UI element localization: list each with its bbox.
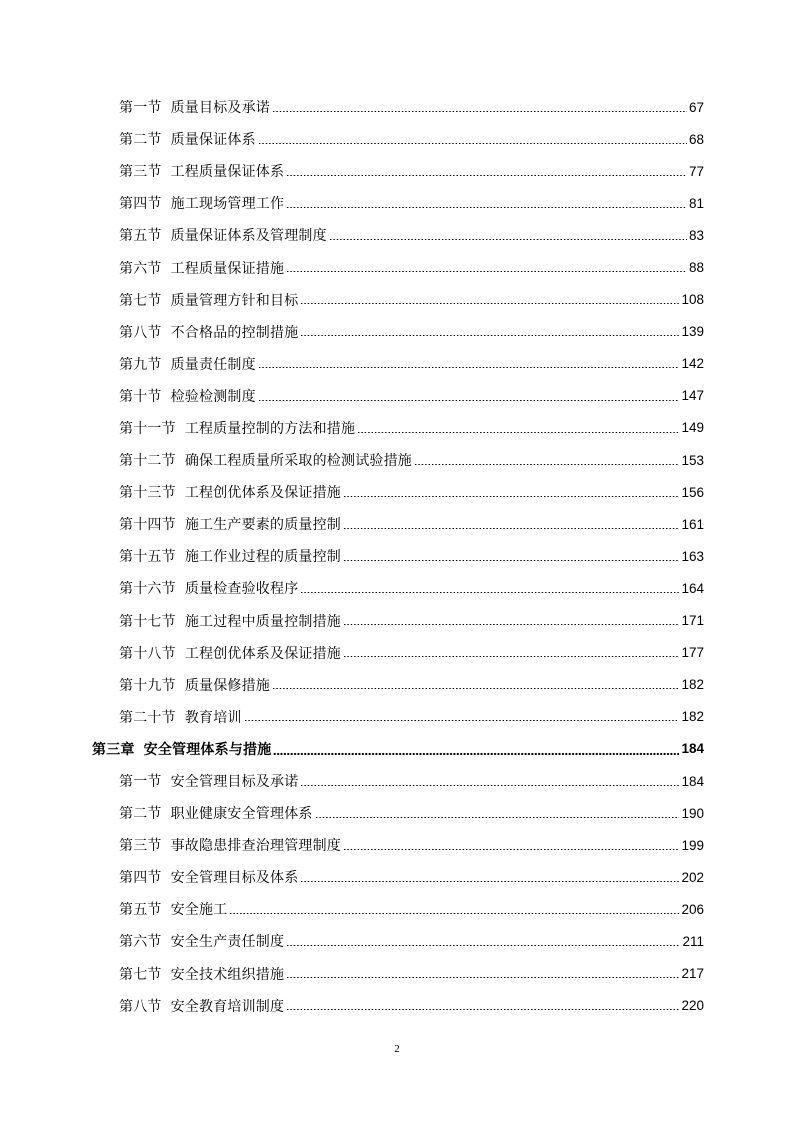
toc-entry-page: 161 (681, 516, 704, 532)
toc-entry-label (119, 835, 341, 855)
toc-entry-page: 153 (681, 452, 704, 468)
toc-entry-number: 第九节 (119, 356, 162, 373)
toc-section-entry[interactable] (0, 893, 793, 925)
toc-entry-number: 第十九节 (119, 677, 176, 694)
toc-entry-label (119, 450, 412, 470)
toc-section-entry[interactable] (0, 316, 793, 348)
toc-entry-label (119, 418, 355, 438)
toc-entry-title: 确保工程质量所采取的检测试验措施 (184, 453, 413, 470)
toc-section-entry[interactable] (0, 572, 793, 604)
toc-entry-page: 211 (682, 933, 704, 949)
toc-entry-page: 190 (681, 805, 704, 821)
toc-entry-title: 安全施工 (170, 902, 228, 919)
toc-entry-title: 施工生产要素的质量控制 (184, 517, 342, 534)
toc-entry-number: 第三章 (92, 741, 135, 758)
toc-entry-label (119, 771, 298, 791)
toc-dot-leader (300, 870, 679, 884)
toc-entry-number: 第五节 (119, 228, 162, 245)
toc-section-entry[interactable] (0, 861, 793, 893)
toc-entry-page: 77 (688, 163, 704, 179)
toc-entry-page: 67 (688, 99, 704, 115)
toc-entry-title: 检验检测制度 (170, 388, 256, 405)
toc-entry-number: 第五节 (119, 902, 162, 919)
toc-dot-leader (300, 581, 679, 595)
toc-entry-number: 第四节 (119, 870, 162, 887)
toc-entry-page: 81 (688, 195, 704, 211)
toc-entry-title: 教育培训 (184, 709, 242, 726)
toc-entry-number: 第二节 (119, 806, 162, 823)
toc-entry-label (119, 546, 341, 566)
toc-entry-title: 质量责任制度 (170, 356, 256, 373)
toc-section-entry[interactable] (0, 412, 793, 444)
toc-entry-label (119, 643, 341, 663)
toc-dot-leader (286, 934, 680, 948)
toc-entry-page: 68 (688, 131, 704, 147)
toc-chapter-entry[interactable] (0, 733, 793, 765)
toc-section-entry[interactable] (0, 829, 793, 861)
toc-section-entry[interactable] (0, 251, 793, 283)
toc-entry-title: 工程创优体系及保证措施 (184, 645, 342, 662)
toc-dot-leader (272, 100, 687, 114)
toc-dot-leader (258, 132, 687, 146)
toc-entry-number: 第十四节 (119, 517, 176, 534)
toc-entry-label (119, 161, 284, 181)
toc-entry-label (119, 675, 270, 695)
toc-entry-label (119, 354, 256, 374)
toc-entry-page: 83 (688, 227, 704, 243)
toc-entry-number: 第七节 (119, 966, 162, 983)
toc-dot-leader (258, 389, 680, 403)
toc-section-entry[interactable] (0, 990, 793, 1022)
toc-section-entry[interactable] (0, 540, 793, 572)
toc-entry-page: 142 (681, 356, 704, 372)
toc-entry-title: 职业健康安全管理体系 (170, 806, 313, 823)
toc-entry-title: 安全管理目标及体系 (170, 870, 299, 887)
toc-entry-page: 184 (681, 773, 704, 789)
toc-dot-leader (343, 646, 679, 660)
toc-entry-label (119, 867, 298, 887)
toc-section-entry[interactable] (0, 605, 793, 637)
toc-entry-label (92, 739, 271, 759)
toc-entry-number: 第十八节 (119, 645, 176, 662)
table-of-contents (0, 91, 793, 1022)
toc-entry-number: 第四节 (119, 196, 162, 213)
toc-entry-title: 施工现场管理工作 (170, 196, 285, 213)
toc-entry-page: 182 (681, 709, 704, 725)
toc-entry-label (119, 611, 341, 631)
toc-dot-leader (286, 196, 687, 210)
toc-entry-title: 不合格品的控制措施 (170, 324, 299, 341)
toc-entry-title: 施工过程中质量控制措施 (184, 613, 342, 630)
toc-entry-label (119, 193, 284, 213)
toc-entry-number: 第十节 (119, 388, 162, 405)
toc-entry-title: 事故隐患排查治理管理制度 (170, 838, 342, 855)
toc-entry-title: 工程创优体系及保证措施 (184, 485, 342, 502)
toc-dot-leader (343, 549, 679, 563)
toc-entry-label (119, 97, 270, 117)
toc-entry-page: 206 (681, 901, 704, 917)
toc-section-entry[interactable] (0, 91, 793, 123)
toc-section-entry[interactable] (0, 187, 793, 219)
toc-entry-label (119, 899, 227, 919)
toc-dot-leader (300, 325, 679, 339)
toc-dot-leader (258, 357, 680, 371)
toc-dot-leader (273, 742, 679, 756)
toc-section-entry[interactable] (0, 637, 793, 669)
toc-dot-leader (357, 421, 679, 435)
toc-section-entry[interactable] (0, 155, 793, 187)
toc-dot-leader (286, 999, 679, 1013)
toc-dot-leader (343, 517, 679, 531)
toc-entry-label (119, 482, 341, 502)
toc-entry-number: 第三节 (119, 164, 162, 181)
toc-entry-label (119, 225, 327, 245)
toc-entry-number: 第三节 (119, 838, 162, 855)
toc-dot-leader (329, 228, 687, 242)
toc-entry-number: 第一节 (119, 774, 162, 791)
toc-entry-title: 工程质量控制的方法和措施 (184, 420, 356, 437)
toc-entry-number: 第六节 (119, 260, 162, 277)
toc-entry-number: 第十二节 (119, 453, 176, 470)
toc-dot-leader (343, 838, 679, 852)
toc-entry-label (119, 258, 284, 278)
toc-entry-title: 质量保证体系及管理制度 (170, 228, 327, 245)
toc-entry-page: 202 (681, 869, 704, 885)
toc-entry-number: 第十五节 (119, 549, 176, 566)
toc-entry-number: 第二十节 (119, 709, 176, 726)
toc-section-entry[interactable] (0, 219, 793, 251)
toc-entry-title: 安全教育培训制度 (170, 998, 285, 1015)
toc-entry-page: 171 (681, 613, 704, 629)
toc-section-entry[interactable] (0, 284, 793, 316)
toc-entry-number: 第七节 (119, 292, 162, 309)
toc-section-entry[interactable] (0, 701, 793, 733)
toc-entry-page: 199 (681, 837, 704, 853)
toc-entry-page: 139 (681, 324, 704, 340)
toc-entry-label (119, 322, 298, 342)
toc-entry-title: 安全生产责任制度 (170, 934, 285, 951)
toc-entry-label (119, 129, 256, 149)
toc-section-entry[interactable] (0, 958, 793, 990)
toc-entry-page: 163 (681, 548, 704, 564)
toc-section-entry[interactable] (0, 765, 793, 797)
toc-dot-leader (244, 710, 680, 724)
toc-dot-leader (414, 453, 679, 467)
toc-entry-number: 第六节 (119, 934, 162, 951)
toc-entry-number: 第十一节 (119, 420, 176, 437)
toc-dot-leader (229, 902, 679, 916)
toc-entry-title: 安全管理目标及承诺 (170, 774, 299, 791)
toc-entry-number: 第八节 (119, 998, 162, 1015)
toc-entry-number: 第十七节 (119, 613, 176, 630)
toc-entry-number: 第八节 (119, 324, 162, 341)
toc-section-entry[interactable] (0, 925, 793, 957)
toc-section-entry[interactable] (0, 444, 793, 476)
toc-dot-leader (343, 485, 679, 499)
toc-entry-number: 第一节 (119, 100, 162, 117)
toc-dot-leader (286, 967, 679, 981)
toc-section-entry[interactable] (0, 123, 793, 155)
toc-entry-title: 质量目标及承诺 (170, 100, 271, 117)
toc-dot-leader (300, 293, 679, 307)
toc-section-entry[interactable] (0, 380, 793, 412)
toc-entry-number: 第十三节 (119, 485, 176, 502)
toc-entry-label (119, 578, 298, 598)
toc-section-entry[interactable] (0, 797, 793, 829)
toc-entry-number: 第十六节 (119, 581, 176, 598)
toc-entry-label (119, 707, 242, 727)
toc-dot-leader (300, 774, 679, 788)
toc-entry-page: 156 (681, 484, 704, 500)
toc-entry-number: 第二节 (119, 132, 162, 149)
toc-entry-page: 108 (681, 292, 704, 308)
toc-entry-title: 工程质量保证体系 (170, 164, 285, 181)
toc-entry-page: 164 (681, 580, 704, 596)
toc-entry-page: 177 (681, 645, 704, 661)
toc-entry-page: 217 (681, 966, 704, 982)
toc-dot-leader (315, 806, 680, 820)
toc-dot-leader (286, 164, 687, 178)
toc-entry-label (119, 514, 341, 534)
toc-entry-title: 质量保证体系 (170, 132, 256, 149)
toc-entry-title: 质量保修措施 (184, 677, 271, 694)
toc-entry-title: 安全技术组织措施 (170, 966, 285, 983)
toc-entry-label (119, 996, 284, 1016)
toc-dot-leader (343, 614, 679, 628)
toc-entry-label (119, 964, 284, 984)
toc-entry-title: 施工作业过程的质量控制 (184, 549, 342, 566)
toc-dot-leader (272, 678, 679, 692)
toc-dot-leader (286, 261, 687, 275)
toc-entry-page: 182 (681, 677, 704, 693)
toc-entry-page: 149 (681, 420, 704, 436)
toc-entry-label (119, 931, 284, 951)
toc-section-entry[interactable] (0, 508, 793, 540)
toc-entry-page: 147 (681, 388, 704, 404)
toc-entry-title: 工程质量保证措施 (170, 260, 285, 277)
toc-entry-label (119, 803, 313, 823)
toc-entry-title: 质量检查验收程序 (184, 581, 299, 598)
toc-entry-page: 220 (681, 998, 704, 1014)
toc-entry-page: 88 (688, 260, 704, 276)
page-number: 2 (394, 1043, 400, 1055)
toc-entry-title: 质量管理方针和目标 (170, 292, 299, 309)
toc-section-entry[interactable] (0, 348, 793, 380)
toc-section-entry[interactable] (0, 669, 793, 701)
toc-entry-title: 安全管理体系与措施 (143, 741, 272, 758)
toc-entry-label (119, 290, 298, 310)
toc-entry-label (119, 386, 256, 406)
toc-entry-page: 184 (681, 741, 704, 757)
toc-section-entry[interactable] (0, 476, 793, 508)
